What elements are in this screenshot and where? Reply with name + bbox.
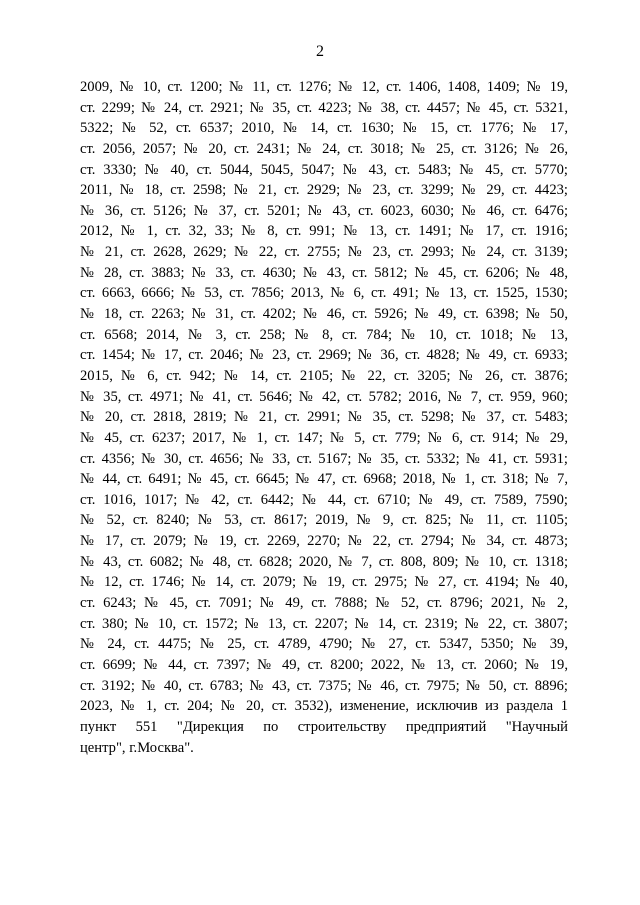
text-line: ст. 3330; № 40, ст. 5044, 5045, 5047; № 43, ст. 5483; № 45, ст. 5770; [80,161,568,178]
text-line: № 44, ст. 6491; № 45, ст. 6645; № 47, ст. 6968; 2018, № 1, ст. 318; № 7, [80,471,568,488]
text-line: 2012, № 1, ст. 32, 33; № 8, ст. 991; № 13, ст. 1491; № 17, ст. 1916; [80,223,568,240]
text-line: № 36, ст. 5126; № 37, ст. 5201; № 43, ст. 6023, 6030; № 46, ст. 6476; [80,202,568,219]
text-line: ст. 6243; № 45, ст. 7091; № 49, ст. 7888; № 52, ст. 8796; 2021, № 2, [80,595,568,612]
text-line: № 17, ст. 2079; № 19, ст. 2269, 2270; № 22, ст. 2794; № 34, ст. 4873; [80,533,568,550]
text-line: 2009, № 10, ст. 1200; № 11, ст. 1276; № 12, ст. 1406, 1408, 1409; № 19, [80,79,568,95]
text-line: ст. 2056, 2057; № 20, ст. 2431; № 24, ст. 3018; № 25, ст. 3126; № 26, [80,140,568,157]
text-line: ст. 6699; № 44, ст. 7397; № 49, ст. 8200; 2022, № 13, ст. 2060; № 19, [80,656,568,673]
text-line: № 52, ст. 8240; № 53, ст. 8617; 2019, № 9, ст. 825; № 11, ст. 1105; [80,512,568,529]
text-line: ст. 1454; № 17, ст. 2046; № 23, ст. 2969; № 36, ст. 4828; № 49, ст. 6933; [80,347,568,364]
text-line: ст. 4356; № 30, ст. 4656; № 33, ст. 5167; № 35, ст. 5332; № 41, ст. 5931; [80,450,568,467]
text-line: № 18, ст. 2263; № 31, ст. 4202; № 46, ст. 5926; № 49, ст. 6398; № 50, [80,306,568,323]
text-line: № 45, ст. 6237; 2017, № 1, ст. 147; № 5, ст. 779; № 6, ст. 914; № 29, [80,429,568,446]
text-line: № 21, ст. 2628, 2629; № 22, ст. 2755; № 23, ст. 2993; № 24, ст. 3139; [80,244,568,261]
text-line: центр", г.Москва". [80,739,194,756]
text-line: 5322; № 52, ст. 6537; 2010, № 14, ст. 1630; № 15, ст. 1776; № 17, [80,120,568,137]
text-line: № 20, ст. 2818, 2819; № 21, ст. 2991; № 35, ст. 5298; № 37, ст. 5483; [80,409,568,426]
page-number: 2 [316,43,324,60]
text-line: ст. 6663, 6666; № 53, ст. 7856; 2013, № 6, ст. 491; № 13, ст. 1525, 1530; [80,285,568,302]
text-line: № 12, ст. 1746; № 14, ст. 2079; № 19, ст. 2975; № 27, ст. 4194; № 40, [80,574,568,591]
text-line: ст. 6568; 2014, № 3, ст. 258; № 8, ст. 784; № 10, ст. 1018; № 13, [80,326,568,343]
text-line: ст. 380; № 10, ст. 1572; № 13, ст. 2207; № 14, ст. 2319; № 22, ст. 3807; [80,615,568,632]
text-line: № 43, ст. 6082; № 48, ст. 6828; 2020, № 7, ст. 808, 809; № 10, ст. 1318; [80,553,568,570]
text-line: № 24, ст. 4475; № 25, ст. 4789, 4790; № 27, ст. 5347, 5350; № 39, [80,636,568,653]
text-line: № 35, ст. 4971; № 41, ст. 5646; № 42, ст. 5782; 2016, № 7, ст. 959, 960; [80,388,568,405]
text-line: 2015, № 6, ст. 942; № 14, ст. 2105; № 22, ст. 3205; № 26, ст. 3876; [80,367,568,384]
text-line: ст. 1016, 1017; № 42, ст. 6442; № 44, ст. 6710; № 49, ст. 7589, 7590; [80,491,568,508]
text-line: № 28, ст. 3883; № 33, ст. 4630; № 43, ст. 5812; № 45, ст. 6206; № 48, [80,264,568,281]
text-line: 2023, № 1, ст. 204; № 20, ст. 3532), изменение, исключив из раздела 1 [80,698,568,715]
text-line: ст. 3192; № 40, ст. 6783; № 43, ст. 7375; № 46, ст. 7975; № 50, ст. 8896; [80,677,568,694]
text-line: пункт 551 "Дирекция по строительству предприятий "Научный [80,718,568,735]
text-line: ст. 2299; № 24, ст. 2921; № 35, ст. 4223; № 38, ст. 4457; № 45, ст. 5321, [80,99,568,116]
text-line: 2011, № 18, ст. 2598; № 21, ст. 2929; № 23, ст. 3299; № 29, ст. 4423; [80,182,568,199]
body-text [80,77,568,758]
